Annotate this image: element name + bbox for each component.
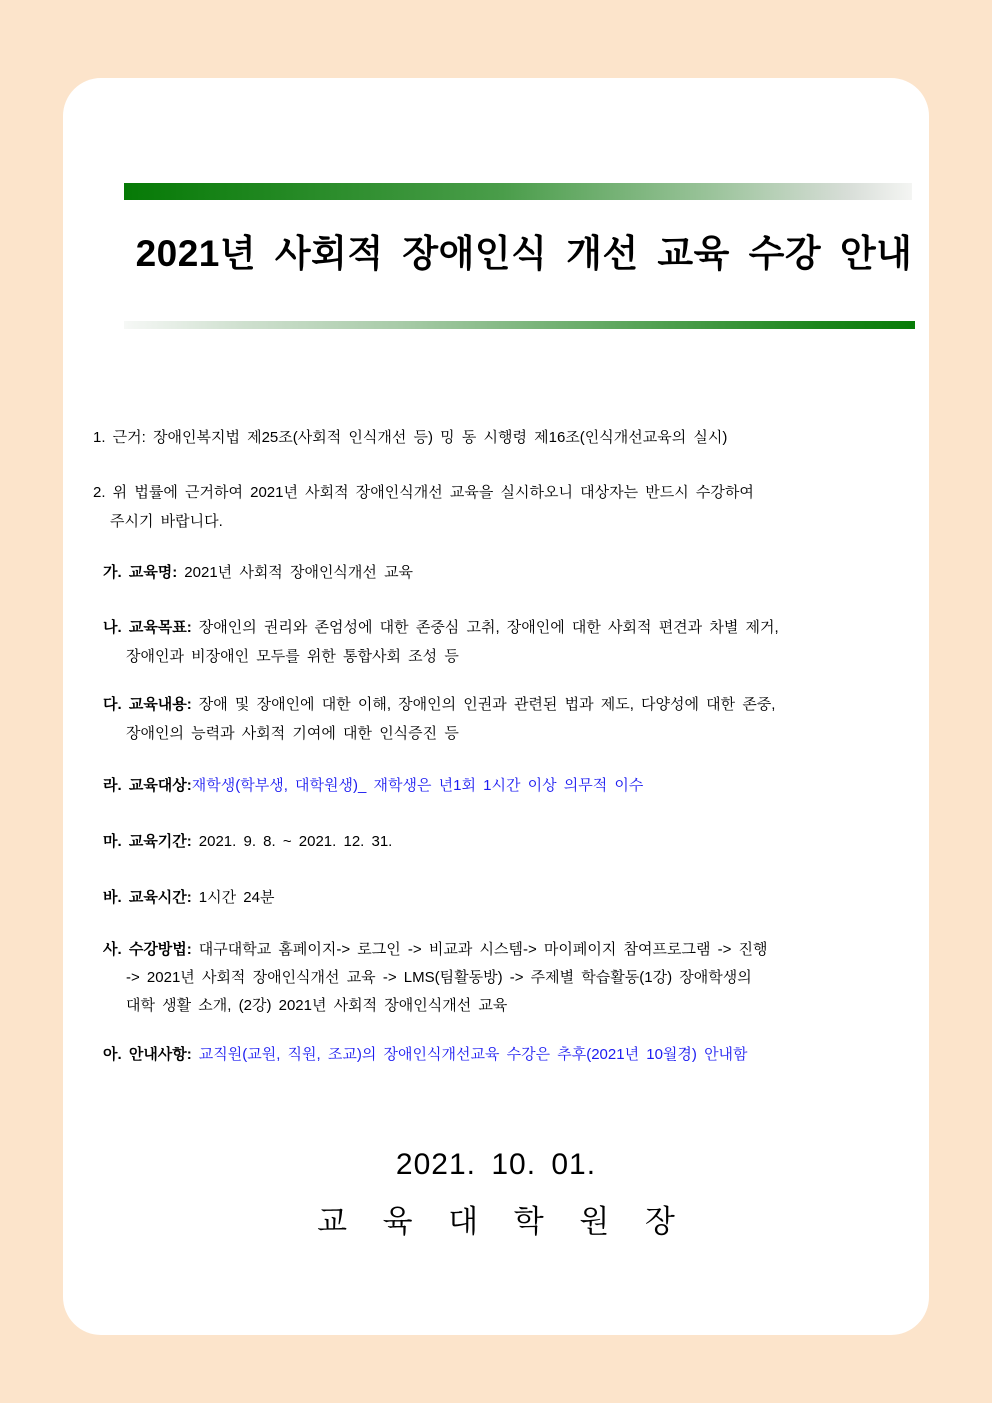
section-education-target bbox=[103, 776, 643, 795]
section-notice-text: 교직원(교원, 직원, 조교)의 장애인식개선교육 수강은 추후(2021년 10월경) 안내함 bbox=[198, 1046, 748, 1063]
section-course-method bbox=[103, 940, 768, 959]
section-notice-label: 아. 안내사항: bbox=[103, 1046, 192, 1063]
section-education-name-label: 가. 교육명: bbox=[103, 564, 178, 581]
section-course-method-text: 대구대학교 홈페이지-> 로그인 -> 비교과 시스템-> 마이페이지 참여프로그램 -> 진행 bbox=[198, 941, 768, 958]
section-notice bbox=[103, 1045, 748, 1064]
page-title: 2021년 사회적 장애인식 개선 교육 수강 안내 bbox=[135, 233, 913, 274]
section-education-goal-line2 bbox=[126, 647, 459, 666]
section-education-period-label: 마. 교육기간: bbox=[103, 833, 192, 850]
document-card bbox=[63, 78, 929, 1335]
section-education-target-text: 재학생(학부생, 대학원생)_ 재학생은 년1회 1시간 이상 의무적 이수 bbox=[191, 777, 644, 794]
section-course-method-line2 bbox=[126, 968, 752, 987]
clause-implementation-text2: 주시기 바랍니다. bbox=[110, 513, 223, 530]
clause-implementation-text1: 2. 위 법률에 근거하여 2021년 사회적 장애인식개선 교육을 실시하오니 대상자는 반드시 수강하여 bbox=[93, 484, 754, 501]
clause-basis bbox=[93, 428, 727, 447]
section-education-goal-label: 나. 교육목표: bbox=[103, 619, 192, 636]
section-education-content-label: 다. 교육내용: bbox=[103, 696, 192, 713]
clause-basis-text: 1. 근거: 장애인복지법 제25조(사회적 인식개선 등) 밍 동 시행령 제16조(인식개선교육의 실시) bbox=[93, 429, 728, 446]
clause-implementation-line1 bbox=[93, 483, 754, 502]
title-bottom-rule bbox=[124, 321, 915, 329]
section-education-goal bbox=[103, 618, 779, 637]
section-education-name-text: 2021년 사회적 장애인식개선 교육 bbox=[184, 564, 414, 581]
footer-signer: 교 육 대 학 원 장 bbox=[317, 1204, 675, 1239]
section-education-goal-text2: 장애인과 비장애인 모두를 위한 통합사회 조성 등 bbox=[126, 648, 459, 665]
clause-implementation-line2 bbox=[110, 512, 223, 531]
section-education-content-text2: 장애인의 능력과 사회적 기여에 대한 인식증진 등 bbox=[126, 725, 459, 742]
section-education-target-label: 라. 교육대상: bbox=[103, 777, 192, 794]
section-education-name bbox=[103, 563, 413, 582]
footer-date: 2021. 10. 01. bbox=[395, 1148, 597, 1181]
section-course-method-label: 사. 수강방법: bbox=[103, 941, 192, 958]
section-course-method-line3 bbox=[126, 996, 507, 1015]
title-top-rule bbox=[124, 183, 912, 200]
section-education-period bbox=[103, 832, 392, 851]
section-education-period-text: 2021. 9. 8. ~ 2021. 12. 31. bbox=[198, 833, 393, 850]
section-education-content-line2 bbox=[126, 724, 459, 743]
section-education-content bbox=[103, 695, 775, 714]
section-education-duration bbox=[103, 888, 274, 907]
section-education-goal-text: 장애인의 권리와 존엄성에 대한 존중심 고취, 장애인에 대한 사회적 편견과 차별 제거, bbox=[198, 619, 779, 636]
section-course-method-text2: -> 2021년 사회적 장애인식개선 교육 -> LMS(팀활동방) -> 주제별 학습활동(1강) 장애학생의 bbox=[126, 969, 752, 986]
section-education-duration-label: 바. 교육시간: bbox=[103, 889, 192, 906]
section-education-duration-text: 1시간 24분 bbox=[198, 889, 275, 906]
section-course-method-text3: 대학 생활 소개, (2강) 2021년 사회적 장애인식개선 교육 bbox=[126, 997, 508, 1014]
section-education-content-text: 장애 및 장애인에 대한 이해, 장애인의 인권과 관련된 법과 제도, 다양성에 대한 존중, bbox=[198, 696, 776, 713]
